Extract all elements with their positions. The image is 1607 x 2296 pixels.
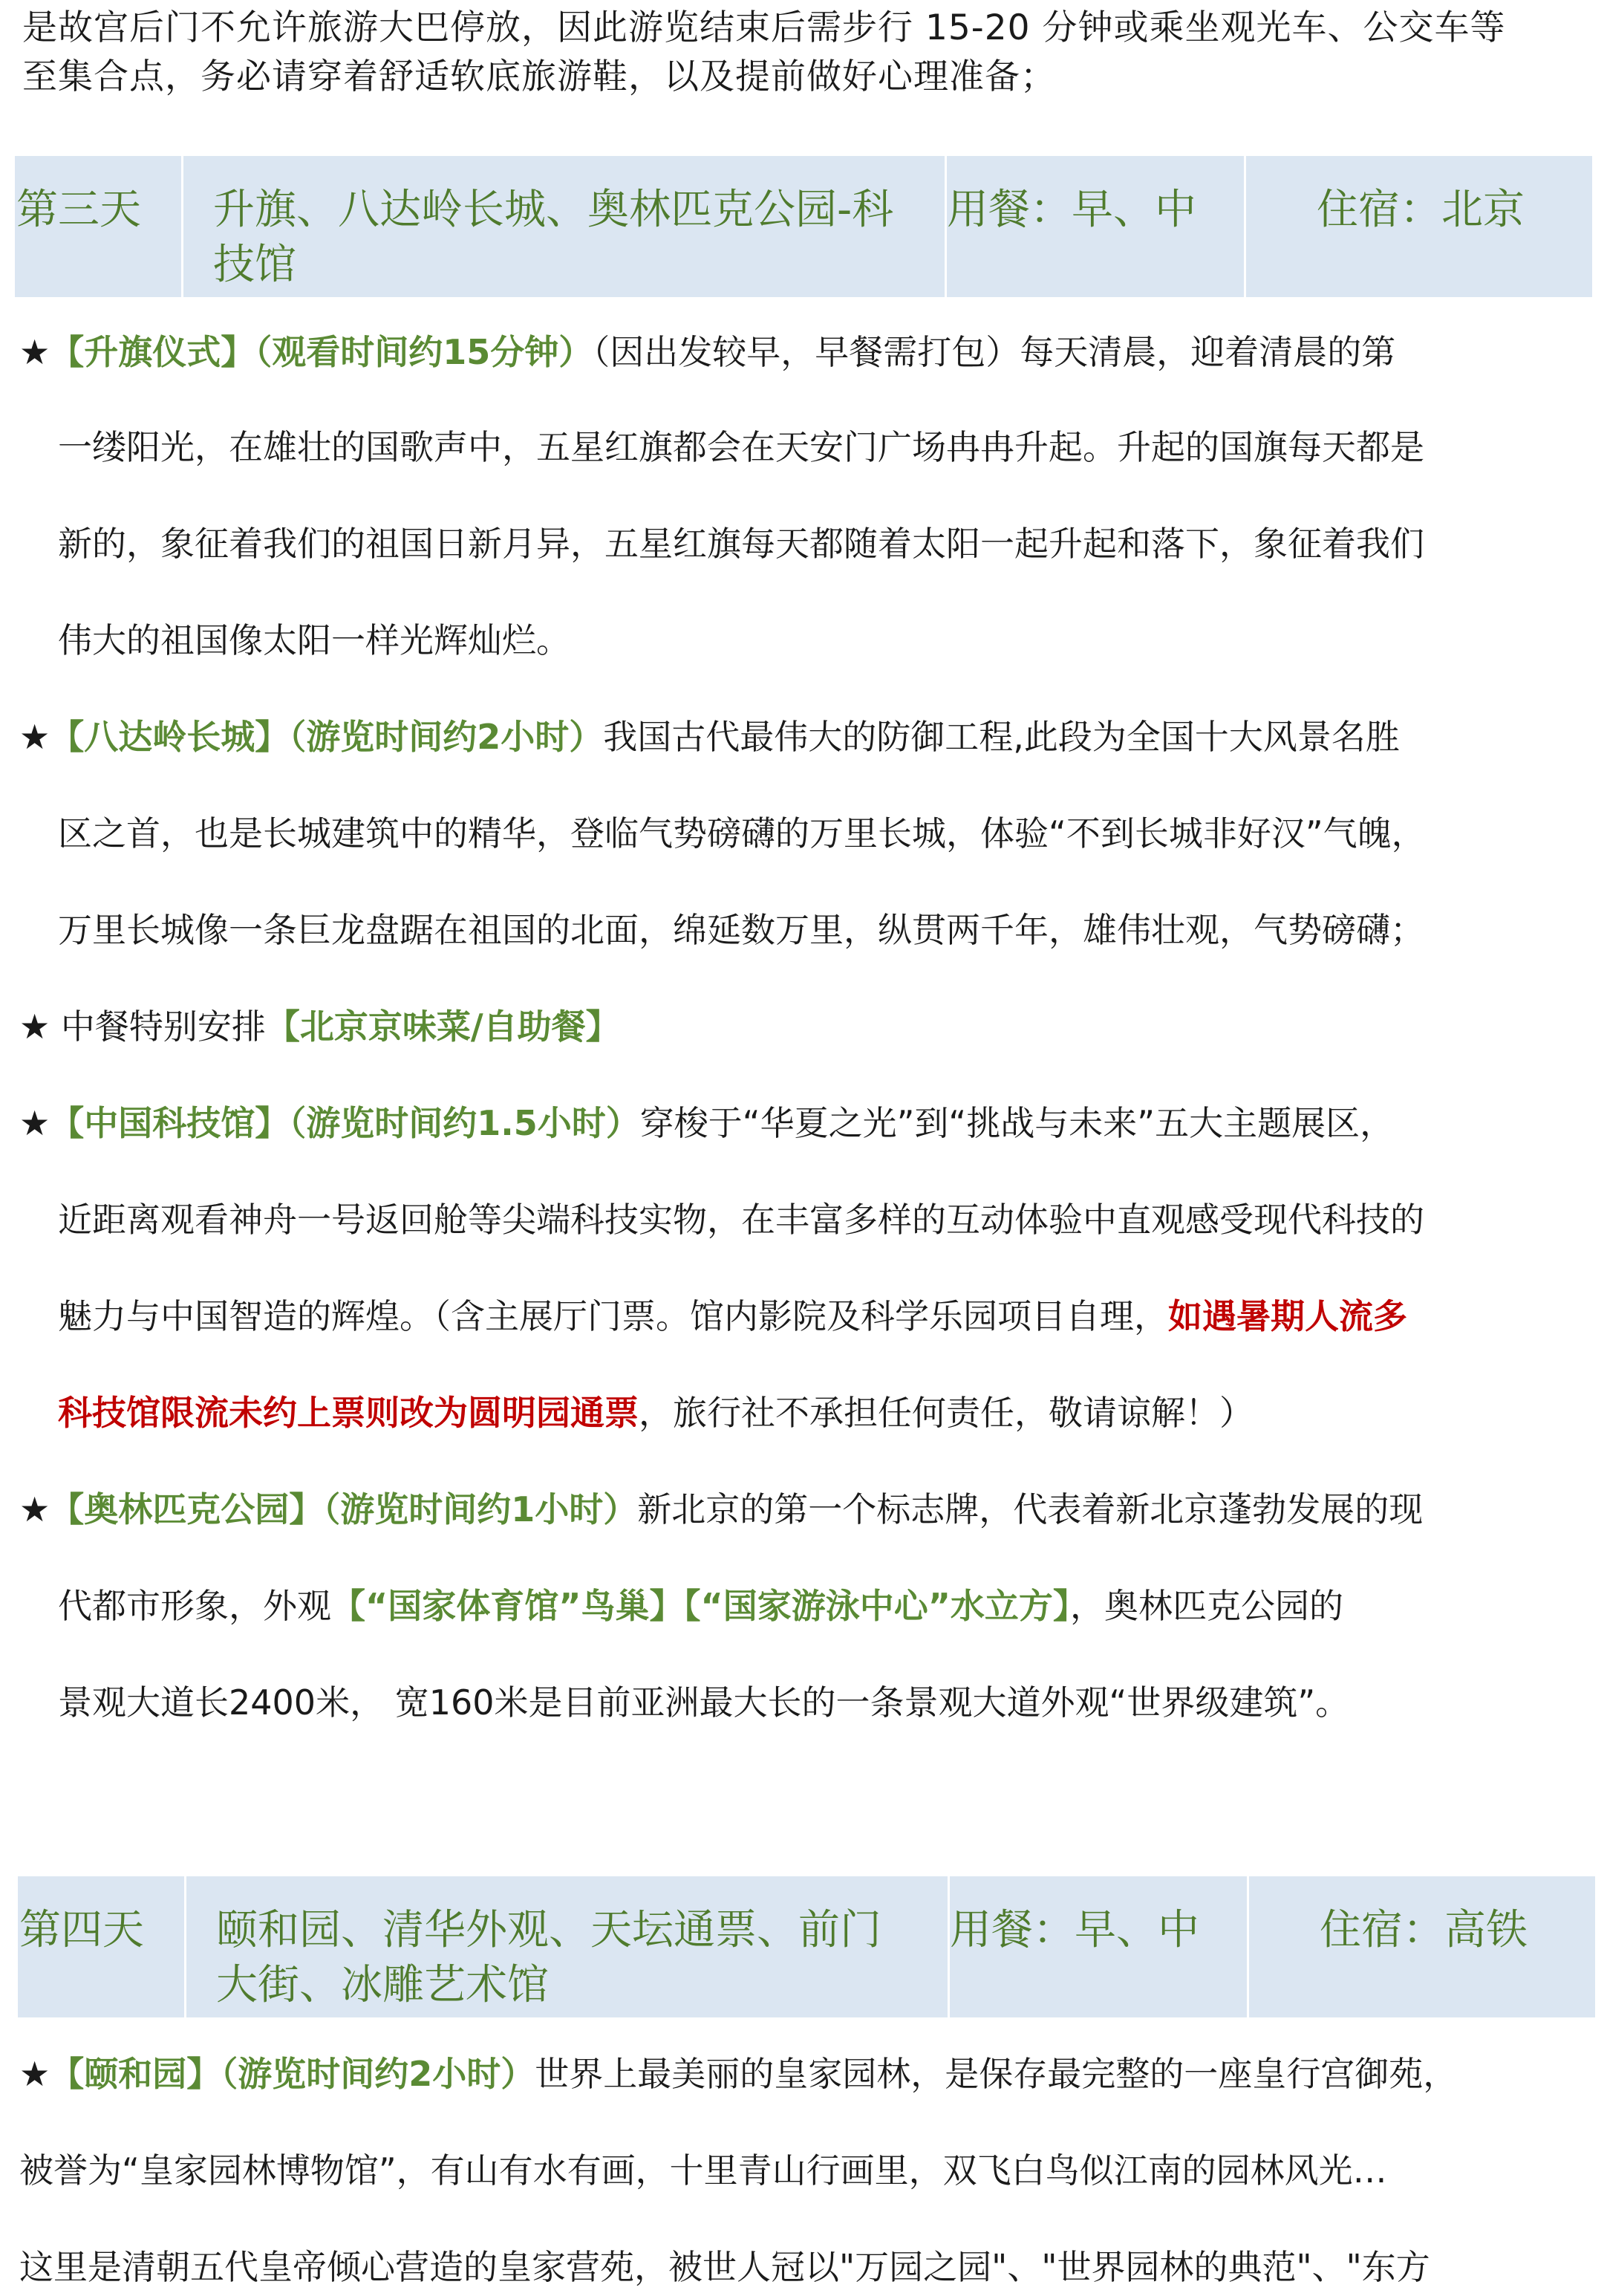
- item-text: 我国古代最伟大的防御工程,此段为全国十大风景名胜: [603, 717, 1400, 757]
- item-text-line: [58, 1579, 1343, 1628]
- item-text-line: 伟大的祖国像太阳一样光辉灿烂。: [58, 620, 570, 660]
- list-item: [19, 1483, 1423, 1532]
- item-text: 世界上最美丽的皇家园林，是保存最完整的一座皇行宫御苑，: [535, 2054, 1458, 2094]
- list-item: [19, 710, 1400, 759]
- day4-day-cell: 第四天: [18, 1876, 186, 2017]
- item-title: 【中国科技馆】（游览时间约1.5小时）: [50, 1103, 640, 1143]
- item-title: 【奥林匹克公园】（游览时间约1小时）: [50, 1489, 638, 1529]
- item-text: ，奥林匹克公园的: [1069, 1586, 1343, 1626]
- day3-header-table: [15, 156, 1592, 297]
- day4-header-table: [18, 1876, 1595, 2017]
- star-icon: ★: [19, 1103, 50, 1143]
- warning-text: 科技馆限流未约上票则改为圆明园通票: [58, 1393, 639, 1433]
- item-highlight: 【“国家体育馆”鸟巢】【“国家游泳中心”水立方】: [331, 1586, 1070, 1626]
- star-icon: ★: [19, 2054, 50, 2094]
- day4-stay-cell: 住宿：高铁: [1320, 1906, 1528, 1954]
- item-title: 【八达岭长城】（游览时间约2小时）: [50, 717, 604, 757]
- item-text: 魅力与中国智造的辉煌。（含主展厅门票。馆内影院及科学乐园项目自理，: [58, 1296, 1168, 1336]
- item-text: 代都市形象，外观: [58, 1586, 331, 1626]
- day3-meals-cell: 用餐：早、中: [946, 156, 1245, 297]
- item-text-line: 这里是清朝五代皇帝倾心营造的皇家营苑，被世人冠以"万园之园"、"世界园林的典范"、"东方: [19, 2247, 1430, 2287]
- list-item: [19, 325, 1395, 374]
- intro-line-2: 至集合点，务必请穿着舒适软底旅游鞋，以及提前做好心理准备；: [22, 56, 1056, 97]
- list-item: [19, 2047, 1457, 2096]
- day4-route-line-1: 颐和园、清华外观、天坛通票、前门: [216, 1906, 881, 1954]
- item-text: （因出发较早，早餐需打包）每天清晨，迎着清晨的第: [593, 332, 1396, 372]
- day4-route-line-2: 大街、冰雕艺术馆: [216, 1961, 549, 2009]
- item-text-line: 景观大道长2400米， 宽160米是目前亚洲最大长的一条景观大道外观“世界级建筑”。: [58, 1682, 1350, 1723]
- item-text: ，旅行社不承担任何责任，敬请谅解！）: [639, 1393, 1254, 1433]
- item-title: 【升旗仪式】（观看时间约15分钟）: [50, 332, 593, 372]
- item-text-line: 万里长城像一条巨龙盘踞在祖国的北面，绵延数万里，纵贯两千年，雄伟壮观，气势磅礴；: [58, 910, 1424, 950]
- day3-route-line-2: 技馆: [213, 241, 296, 289]
- day4-meals-cell: 用餐：早、中: [949, 1876, 1248, 2017]
- day4-route-cell: [186, 1876, 949, 2017]
- star-icon: ★: [19, 332, 50, 372]
- item-text-line: 近距离观看神舟一号返回舱等尖端科技实物，在丰富多样的互动体验中直观感受现代科技的: [58, 1200, 1424, 1240]
- list-item: [19, 1000, 620, 1049]
- day3-stay-cell: 住宿：北京: [1317, 186, 1525, 234]
- item-text-line: [58, 1386, 1254, 1435]
- item-text: 穿梭于“华夏之光”到“挑战与未来”五大主题展区，: [639, 1103, 1395, 1143]
- item-text-line: 新的，象征着我们的祖国日新月异，五星红旗每天都随着太阳一起升起和落下，象征着我们: [58, 524, 1424, 564]
- item-text: 中餐特别安排: [50, 1006, 266, 1047]
- item-text-line: 一缕阳光，在雄壮的国歌声中，五星红旗都会在天安门广场冉冉升起。升起的国旗每天都是: [58, 427, 1424, 467]
- day3-route-line-1: 升旗、八达岭长城、奥林匹克公园-科: [213, 186, 894, 234]
- list-item: [19, 1096, 1394, 1145]
- star-icon: ★: [19, 1489, 50, 1529]
- item-text: 新北京的第一个标志牌，代表着新北京蓬勃发展的现: [637, 1489, 1424, 1529]
- item-text-line: [58, 1290, 1407, 1339]
- warning-text: 如遇暑期人流多: [1168, 1296, 1407, 1336]
- item-title: 【颐和园】（游览时间约2小时）: [50, 2054, 535, 2094]
- star-icon: ★: [19, 1006, 50, 1047]
- intro-paragraph: [22, 6, 1505, 100]
- intro-line-1: 是故宫后门不允许旅游大巴停放，因此游览结束后需步行 15-20 分钟或乘坐观光车、公交车等: [22, 7, 1506, 48]
- item-title: 【北京京味菜/自助餐】: [265, 1006, 620, 1047]
- day3-route-cell: [183, 156, 946, 297]
- item-text-line: 区之首，也是长城建筑中的精华，登临气势磅礴的万里长城，体验“不到长城非好汉”气魄，: [58, 813, 1426, 853]
- star-icon: ★: [19, 717, 50, 757]
- item-text-line: 被誉为“皇家园林博物馆”，有山有水有画，十里青山行画里，双飞白鸟似江南的园林风光…: [19, 2150, 1387, 2191]
- day3-day-cell: 第三天: [15, 156, 183, 297]
